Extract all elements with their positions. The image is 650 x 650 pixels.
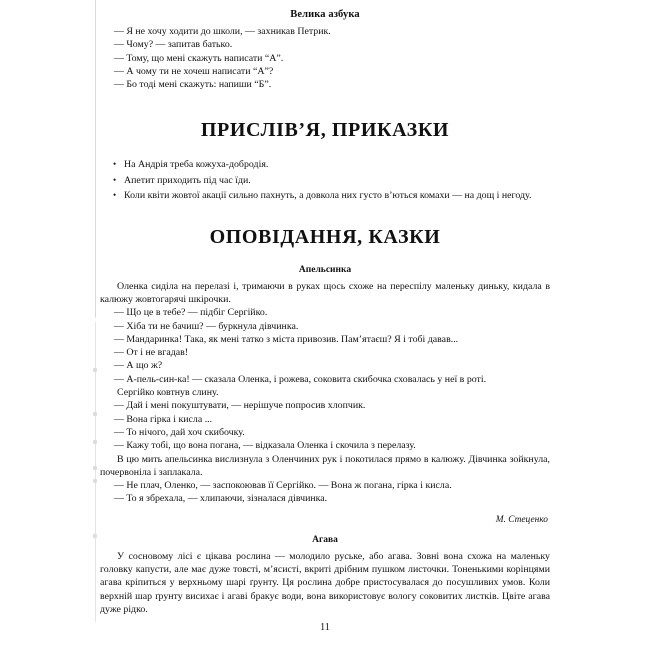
dialogue-line: — Хіба ти не бачиш? — буркнула дівчинка.: [114, 320, 299, 332]
story-paragraph: В цю мить апельсинка вислизнула з Оленчиних рук і покотилася прямо в калюжу. Дівчинка зойкнула, почервоніла і заплакала.: [100, 453, 550, 478]
dialogue-line: — А чому ти не хочеш написати “А”?: [114, 65, 274, 77]
section-pryslivya-prykazky: [100, 117, 550, 203]
proverb-text: На Андрія треба кожуха-добродія.: [124, 159, 269, 171]
story-title: Апельсинка: [298, 264, 352, 275]
dialogue-line: — То я збрехала, — хлипаючи, зізналася дівчинка.: [114, 493, 328, 505]
proverb-item: [100, 157, 550, 172]
proverb-item: [90, 188, 550, 203]
section-velyka-azbuka: [100, 8, 550, 91]
dialogue-line: — Мандаринка! Така, як мені татко з міста привозив. Пам’ятаєш? Я і тобі давав...: [114, 333, 459, 345]
dialogue-line: — Дай і мені покуштувати, — нерішуче попросив хлопчик.: [114, 400, 366, 412]
bullet-dot-icon: •: [113, 190, 117, 201]
story-byline: М. Стеценко: [495, 514, 548, 525]
section-heading: Велика азбука: [290, 9, 360, 20]
story-paragraph: У сосновому лісі є цікава рослина — молодило руське, або агава. Зовні вона схожа на маленьку головку капусти, але має дуже товсті, м’ясисті, вкриті дрібним пушком листочки. Тоненькими корінцями агава кріпиться у верхньому шарі ґрунту. Ця рослина добре пристосувалася до посушливих умов. Коли верхній шар ґрунту висихає і агаві бракує води, вона використовує вологу соковитих листків. Цвіте агава дуже рідко.: [100, 550, 550, 615]
dialogue-line: — Бо тоді мені скажуть: напиши “Б”.: [114, 79, 272, 91]
scan-artifact: [93, 440, 97, 444]
dialogue-line: — От і не вгадав!: [114, 347, 189, 359]
dialogue-line: — Кажу тобі, що вона погана, — відказала Оленка і скочила з перелазу.: [114, 440, 416, 452]
dialogue-line: — Чому? — запитав батько.: [114, 39, 233, 51]
dialogue-line: — Я не хочу ходити до школи, — захникав Петрик.: [114, 26, 331, 37]
dialogue-line: — Не плач, Оленко, — заспокоював її Сергійко. — Вона ж погана, гірка і кисла.: [114, 480, 452, 492]
story-paragraph: Оленка сиділа на перелазі і, тримаючи в руках щось схоже на переспілу маленьку диньку, кидала в калюжу жовтогарячі шкірочки.: [100, 280, 550, 305]
story-ahava: [100, 534, 550, 616]
page-number: 11: [320, 622, 330, 633]
section-opovidannya-kazky: [100, 224, 550, 617]
scan-artifact: [93, 412, 97, 416]
story-paragraph: — А-пель-син-ка! — сказала Оленка, і рожева, соковита скибочка сховалась у неї в роті.: [114, 373, 487, 385]
section-heading: ОПОВІДАННЯ, КАЗКИ: [209, 225, 441, 248]
story-title: Агава: [312, 534, 338, 545]
scan-artifact: [93, 479, 97, 483]
dialogue-line: — Вона гірка і кисла ...: [114, 413, 213, 425]
story-apelsynka: [100, 264, 550, 526]
bullet-dot-icon: •: [113, 159, 117, 170]
story-paragraph: Сергійко ковтнув слину.: [117, 387, 219, 399]
proverb-text: Коли квіти жовтої акації сильно пахнуть, а довкола них густо в’ються комахи — на дощ і негоду.: [124, 190, 532, 202]
dialogue-line: — А що ж?: [114, 360, 163, 372]
dialogue-line: — То нічого, дай хоч скибочку.: [114, 426, 245, 438]
scan-gutter-line: [95, 0, 96, 318]
dialogue-line: — Тому, що мені скажуть написати “А”.: [114, 52, 284, 64]
scan-artifact: [93, 534, 97, 538]
scan-artifact: [93, 368, 97, 372]
dialogue-line: — Що це в тебе? — підбіг Сергійко.: [114, 307, 268, 319]
bullet-dot-icon: •: [113, 174, 117, 185]
proverb-text: Апетит приходить під час їди.: [124, 174, 251, 186]
page-content-column: [100, 0, 550, 616]
section-heading: ПРИСЛІВ’Я, ПРИКАЗКИ: [200, 119, 450, 142]
proverb-item: [100, 173, 550, 188]
